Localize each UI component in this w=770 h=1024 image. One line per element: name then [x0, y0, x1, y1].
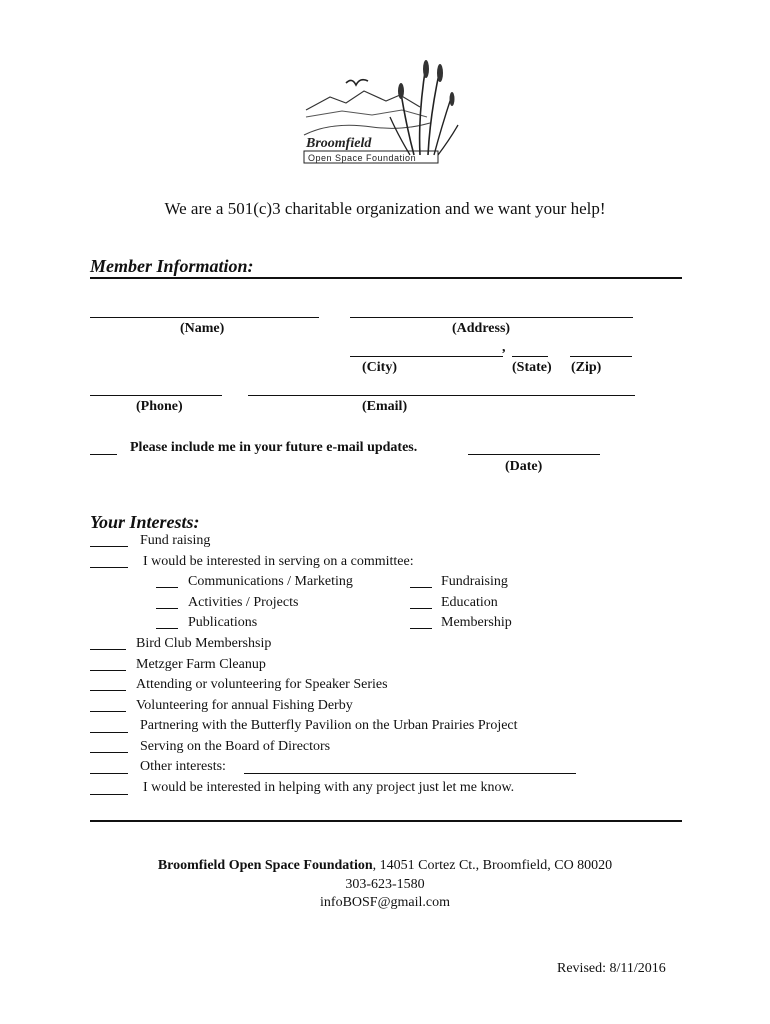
interests-heading: Your Interests: — [90, 512, 200, 532]
footer-phone: 303-623-1580 — [345, 877, 425, 892]
interest-item: Metzger Farm Cleanup — [136, 657, 266, 672]
address-field[interactable] — [350, 317, 633, 318]
interest-blank[interactable] — [90, 670, 126, 671]
member-info-heading: Member Information: — [90, 256, 254, 276]
committee-option: Fundraising — [441, 574, 508, 589]
committee-option: Education — [441, 595, 498, 610]
fund-raising-blank[interactable] — [90, 546, 128, 547]
city-label: (City) — [362, 360, 397, 375]
interest-item: Serving on the Board of Directors — [140, 739, 331, 754]
date-field[interactable] — [468, 454, 600, 455]
committee-option-blank[interactable] — [156, 608, 178, 609]
logo-name-line2: Open Space Foundation — [308, 153, 417, 163]
section-rule — [90, 277, 682, 279]
date-label: (Date) — [505, 459, 543, 474]
committee-option-blank[interactable] — [410, 608, 432, 609]
interest-blank[interactable] — [90, 711, 126, 712]
interest-item: Attending or volunteering for Speaker Series — [136, 677, 388, 692]
logo-name-line1: Broomfield — [306, 136, 372, 151]
interest-item: Volunteering for annual Fishing Derby — [136, 698, 353, 713]
name-label: (Name) — [180, 321, 225, 336]
footer-address-line — [0, 858, 770, 874]
committee-option-blank[interactable] — [156, 628, 178, 629]
phone-label: (Phone) — [136, 399, 183, 414]
address-label: (Address) — [452, 321, 511, 336]
committee-option-blank[interactable] — [410, 628, 432, 629]
footer-email: infoBOSF@gmail.com — [320, 895, 450, 910]
section-rule — [90, 820, 682, 822]
state-field[interactable] — [512, 356, 548, 357]
tagline: We are a 501(c)3 charitable organization and we want your help! — [164, 199, 606, 218]
name-field[interactable] — [90, 317, 319, 318]
interest-item: Bird Club Membershsip — [136, 636, 272, 651]
committee-option: Publications — [188, 615, 258, 630]
interest-blank[interactable] — [90, 649, 126, 650]
committee-option: Membership — [441, 615, 512, 630]
zip-label: (Zip) — [571, 360, 602, 375]
other-interests-field[interactable] — [244, 773, 576, 774]
interest-item: Partnering with the Butterfly Pavilion on the Urban Prairies Project — [140, 718, 518, 733]
interest-item: Other interests: — [140, 759, 226, 774]
footer-org-name: Broomfield Open Space Foundation — [157, 858, 373, 873]
committee-option-blank[interactable] — [156, 587, 178, 588]
interest-blank[interactable] — [90, 752, 128, 753]
committee-intro: I would be interested in serving on a committee: — [143, 554, 414, 569]
interest-blank[interactable] — [90, 773, 128, 774]
interest-blank[interactable] — [90, 690, 126, 691]
foundation-logo — [302, 55, 462, 165]
committee-option: Activities / Projects — [188, 595, 299, 610]
state-label: (State) — [512, 360, 552, 375]
committee-blank[interactable] — [90, 567, 128, 568]
committee-option-blank[interactable] — [410, 587, 432, 588]
updates-text: Please include me in your future e-mail updates. — [130, 440, 418, 455]
fund-raising-label: Fund raising — [140, 533, 211, 548]
landscape-logo-icon — [302, 55, 462, 165]
zip-field[interactable] — [570, 356, 632, 357]
footer-address: , 14051 Cortez Ct., Broomfield, CO 80020 — [372, 858, 613, 873]
email-label: (Email) — [362, 399, 408, 414]
phone-field[interactable] — [90, 395, 222, 396]
revised-date: Revised: 8/11/2016 — [557, 961, 666, 976]
city-field[interactable] — [350, 356, 503, 357]
interest-item: I would be interested in helping with any project just let me know. — [143, 780, 515, 795]
interest-blank[interactable] — [90, 732, 128, 733]
city-comma: , — [502, 340, 506, 355]
interest-blank[interactable] — [90, 794, 128, 795]
updates-checkbox-line[interactable] — [90, 454, 117, 455]
committee-option: Communications / Marketing — [188, 574, 353, 589]
email-field[interactable] — [248, 395, 635, 396]
